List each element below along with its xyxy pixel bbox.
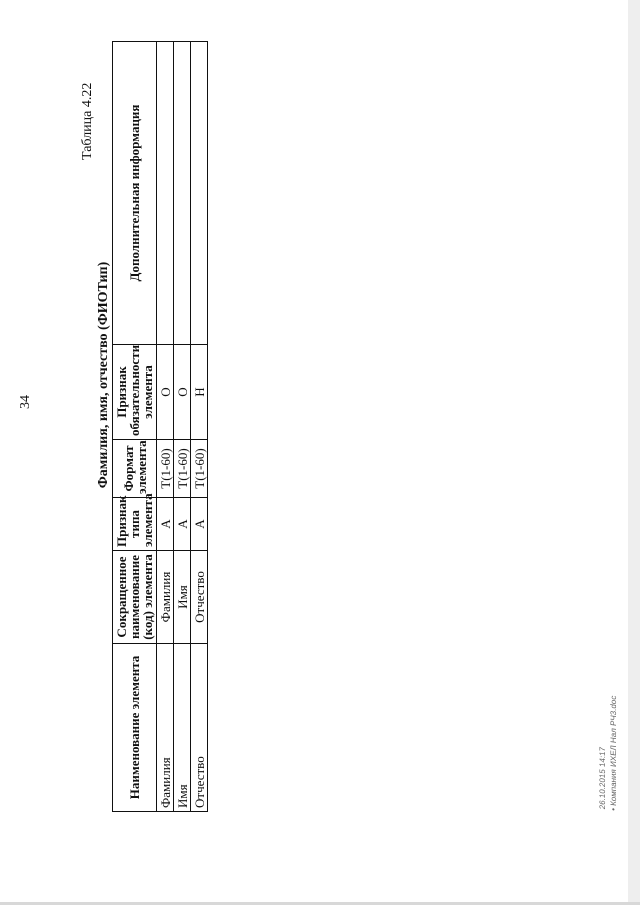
cell-element-name: Фамилия (157, 644, 174, 812)
table-title: Фамилия, имя, отчество (ФИОТип) (96, 261, 111, 489)
cell-mandatory-flag: О (174, 345, 191, 440)
cell-additional-info (174, 42, 191, 345)
cell-mandatory-flag: О (157, 345, 174, 440)
header-element-name: Наименование элемента (113, 644, 157, 812)
cell-type-flag: А (157, 498, 174, 551)
table-header-row (113, 42, 157, 812)
print-stamp (597, 648, 619, 811)
cell-short-code: Отчество (191, 551, 208, 644)
cell-short-code: Фамилия (157, 551, 174, 644)
cell-format: Т(1-60) (157, 440, 174, 498)
stamp-line-file: • Компания ИХЕЛ Нал РЧ3.doc (609, 695, 618, 812)
table-row (191, 42, 208, 812)
header-short-code: Сокращенное наименование (код) элемента (113, 551, 157, 644)
page-number: 34 (18, 395, 33, 409)
header-mandatory-flag: Признак обязательности элемента (113, 345, 157, 440)
cell-short-code: Имя (174, 551, 191, 644)
header-format: Формат элемента (113, 440, 157, 498)
cell-format: Т(1-60) (191, 440, 208, 498)
cell-format: Т(1-60) (174, 440, 191, 498)
header-additional-info: Дополнительная информация (113, 42, 157, 345)
cell-element-name: Имя (174, 644, 191, 812)
element-table (112, 41, 208, 812)
cell-mandatory-flag: Н (191, 345, 208, 440)
cell-element-name: Отчество (191, 644, 208, 812)
table-row (174, 42, 191, 812)
header-type-flag: Признак типа элемента (113, 498, 157, 551)
stamp-line-date: 26.10.2015 14:17 (598, 746, 607, 810)
table-number: Таблица 4.22 (80, 82, 95, 160)
cell-additional-info (157, 42, 174, 345)
cell-type-flag: А (174, 498, 191, 551)
table-row (157, 42, 174, 812)
cell-additional-info (191, 42, 208, 345)
cell-type-flag: А (191, 498, 208, 551)
